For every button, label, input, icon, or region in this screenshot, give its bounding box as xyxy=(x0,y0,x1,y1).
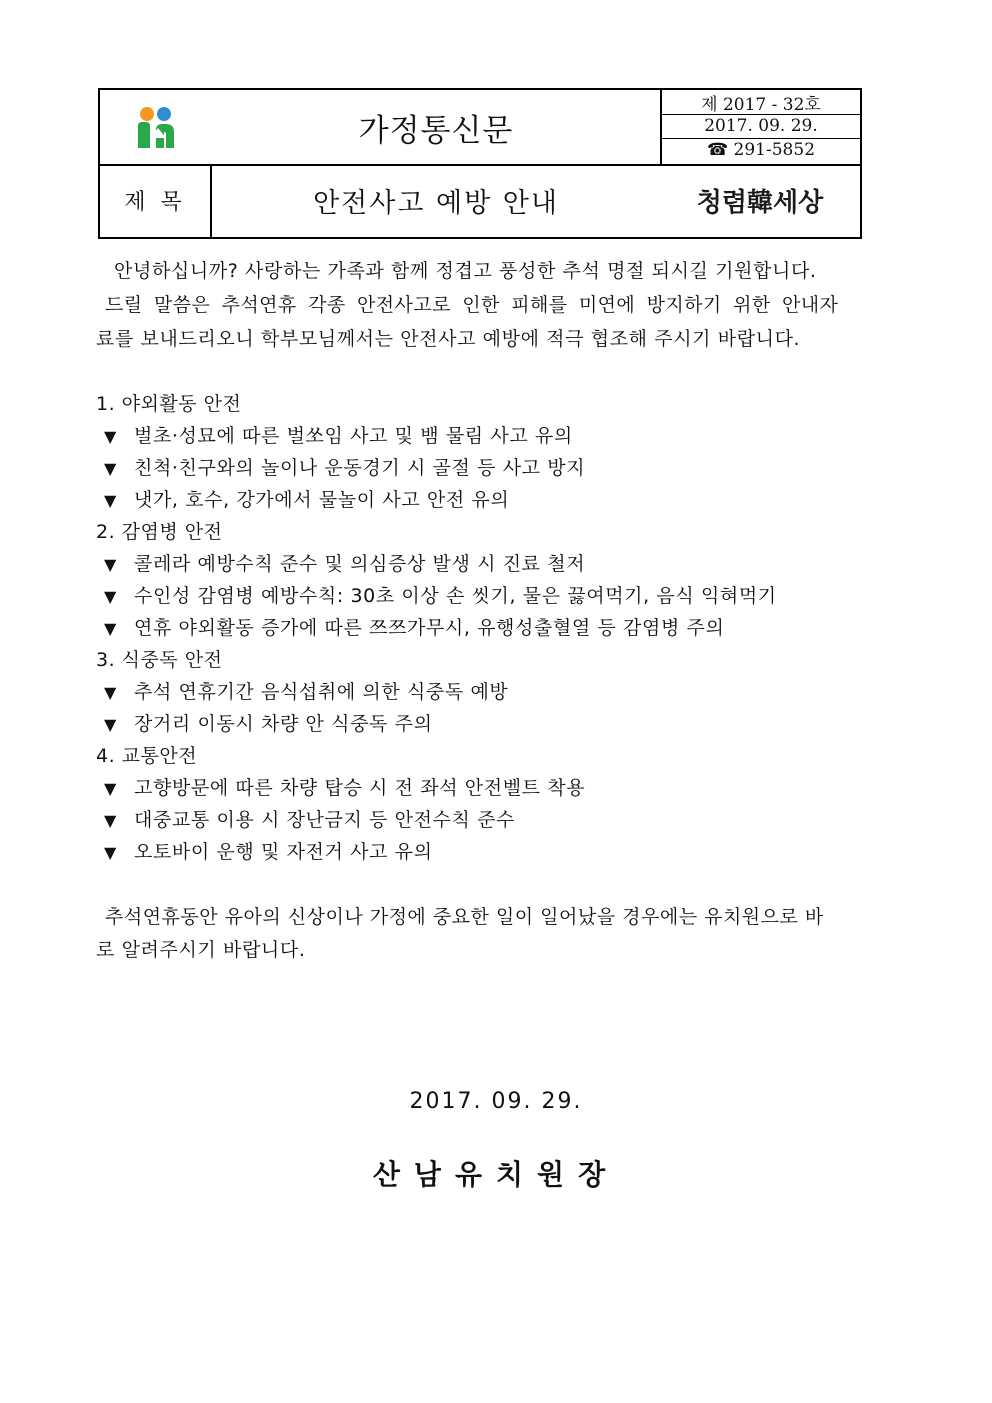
list-item: ▼ 대중교통 이용 시 장난금지 등 안전수칙 준수 xyxy=(104,807,515,834)
issue-info xyxy=(660,90,860,164)
list-item: ▼ 고향방문에 따른 차량 탑승 시 전 좌석 안전벨트 착용 xyxy=(104,775,585,802)
triangle-bullet-icon: ▼ xyxy=(104,491,117,510)
footer-signature: 산남유치원장 xyxy=(372,1158,620,1191)
triangle-bullet-icon: ▼ xyxy=(104,619,117,638)
list-item: ▼ 오토바이 운행 및 자전거 사고 유의 xyxy=(104,839,433,866)
section-heading-outdoor: 1. 야외활동 안전 xyxy=(96,393,242,415)
intro-line-2: 드릴 말씀은 추석연휴 각종 안전사고로 인한 피해를 미연에 방지하기 위한 안내자 xyxy=(105,294,839,316)
list-item: ▼ 친척·친구와의 놀이나 운동경기 시 골절 등 사고 방지 xyxy=(104,455,585,482)
phone-number: ☎ 291-5852 xyxy=(706,140,816,160)
section-heading-food-poisoning: 3. 식중독 안전 xyxy=(96,649,223,671)
triangle-bullet-icon: ▼ xyxy=(104,555,117,574)
list-item: ▼ 콜레라 예방수칙 준수 및 의심증상 발생 시 진료 철저 xyxy=(104,551,585,578)
list-item: ▼ 장거리 이동시 차량 안 식중독 주의 xyxy=(104,711,433,738)
page-title: 가정통신문 xyxy=(358,112,514,149)
kindergarten-logo-icon xyxy=(100,90,212,164)
subject-title: 안전사고 예방 안내 xyxy=(313,188,559,219)
issue-number: 제 2017 - 32호 xyxy=(662,90,860,115)
header-row-title xyxy=(100,90,860,166)
list-item: ▼ 수인성 감염병 예방수칙: 30초 이상 손 씻기, 물은 끓여먹기, 음식 익혀먹기 xyxy=(104,583,777,610)
subject-label: 제 목 xyxy=(100,164,212,237)
section-heading-infection: 2. 감염병 안전 xyxy=(96,521,223,543)
section-heading-traffic: 4. 교통안전 xyxy=(96,745,198,767)
list-item: ▼ 추석 연휴기간 음식섭취에 의한 식중독 예방 xyxy=(104,679,508,706)
list-item: ▼ 연휴 야외활동 증가에 따른 쯔쯔가무시, 유행성출혈열 등 감염병 주의 xyxy=(104,615,724,642)
list-item: ▼ 벌초·성묘에 따른 벌쏘임 사고 및 뱀 물림 사고 유의 xyxy=(104,423,573,450)
intro-line-3: 료를 보내드리오니 학부모님께서는 안전사고 예방에 적극 협조해 주시기 바랍니다. xyxy=(96,328,801,350)
triangle-bullet-icon: ▼ xyxy=(104,715,117,734)
integrity-slogan-logo: 청렴韓세상 xyxy=(696,188,824,218)
triangle-bullet-icon: ▼ xyxy=(104,427,117,446)
triangle-bullet-icon: ▼ xyxy=(104,459,117,478)
header-row-subject xyxy=(100,164,860,237)
intro-line-1: 안녕하십니까? 사랑하는 가족과 함께 정겹고 풍성한 추석 명절 되시길 기원합니다. xyxy=(114,260,817,282)
issue-date: 2017. 09. 29. xyxy=(662,114,860,139)
list-item: ▼ 냇가, 호수, 강가에서 물놀이 사고 안전 유의 xyxy=(104,487,509,514)
footer-date: 2017. 09. 29. xyxy=(409,1089,583,1114)
triangle-bullet-icon: ▼ xyxy=(104,683,117,702)
triangle-bullet-icon: ▼ xyxy=(104,587,117,606)
closing-line-1: 추석연휴동안 유아의 신상이나 가정에 중요한 일이 일어났을 경우에는 유치원으로 바 xyxy=(105,906,824,928)
school-logo xyxy=(100,90,212,164)
triangle-bullet-icon: ▼ xyxy=(104,843,117,862)
triangle-bullet-icon: ▼ xyxy=(104,811,117,830)
triangle-bullet-icon: ▼ xyxy=(104,779,117,798)
closing-line-2: 로 알려주시기 바랍니다. xyxy=(96,939,306,961)
header-table xyxy=(98,88,862,239)
